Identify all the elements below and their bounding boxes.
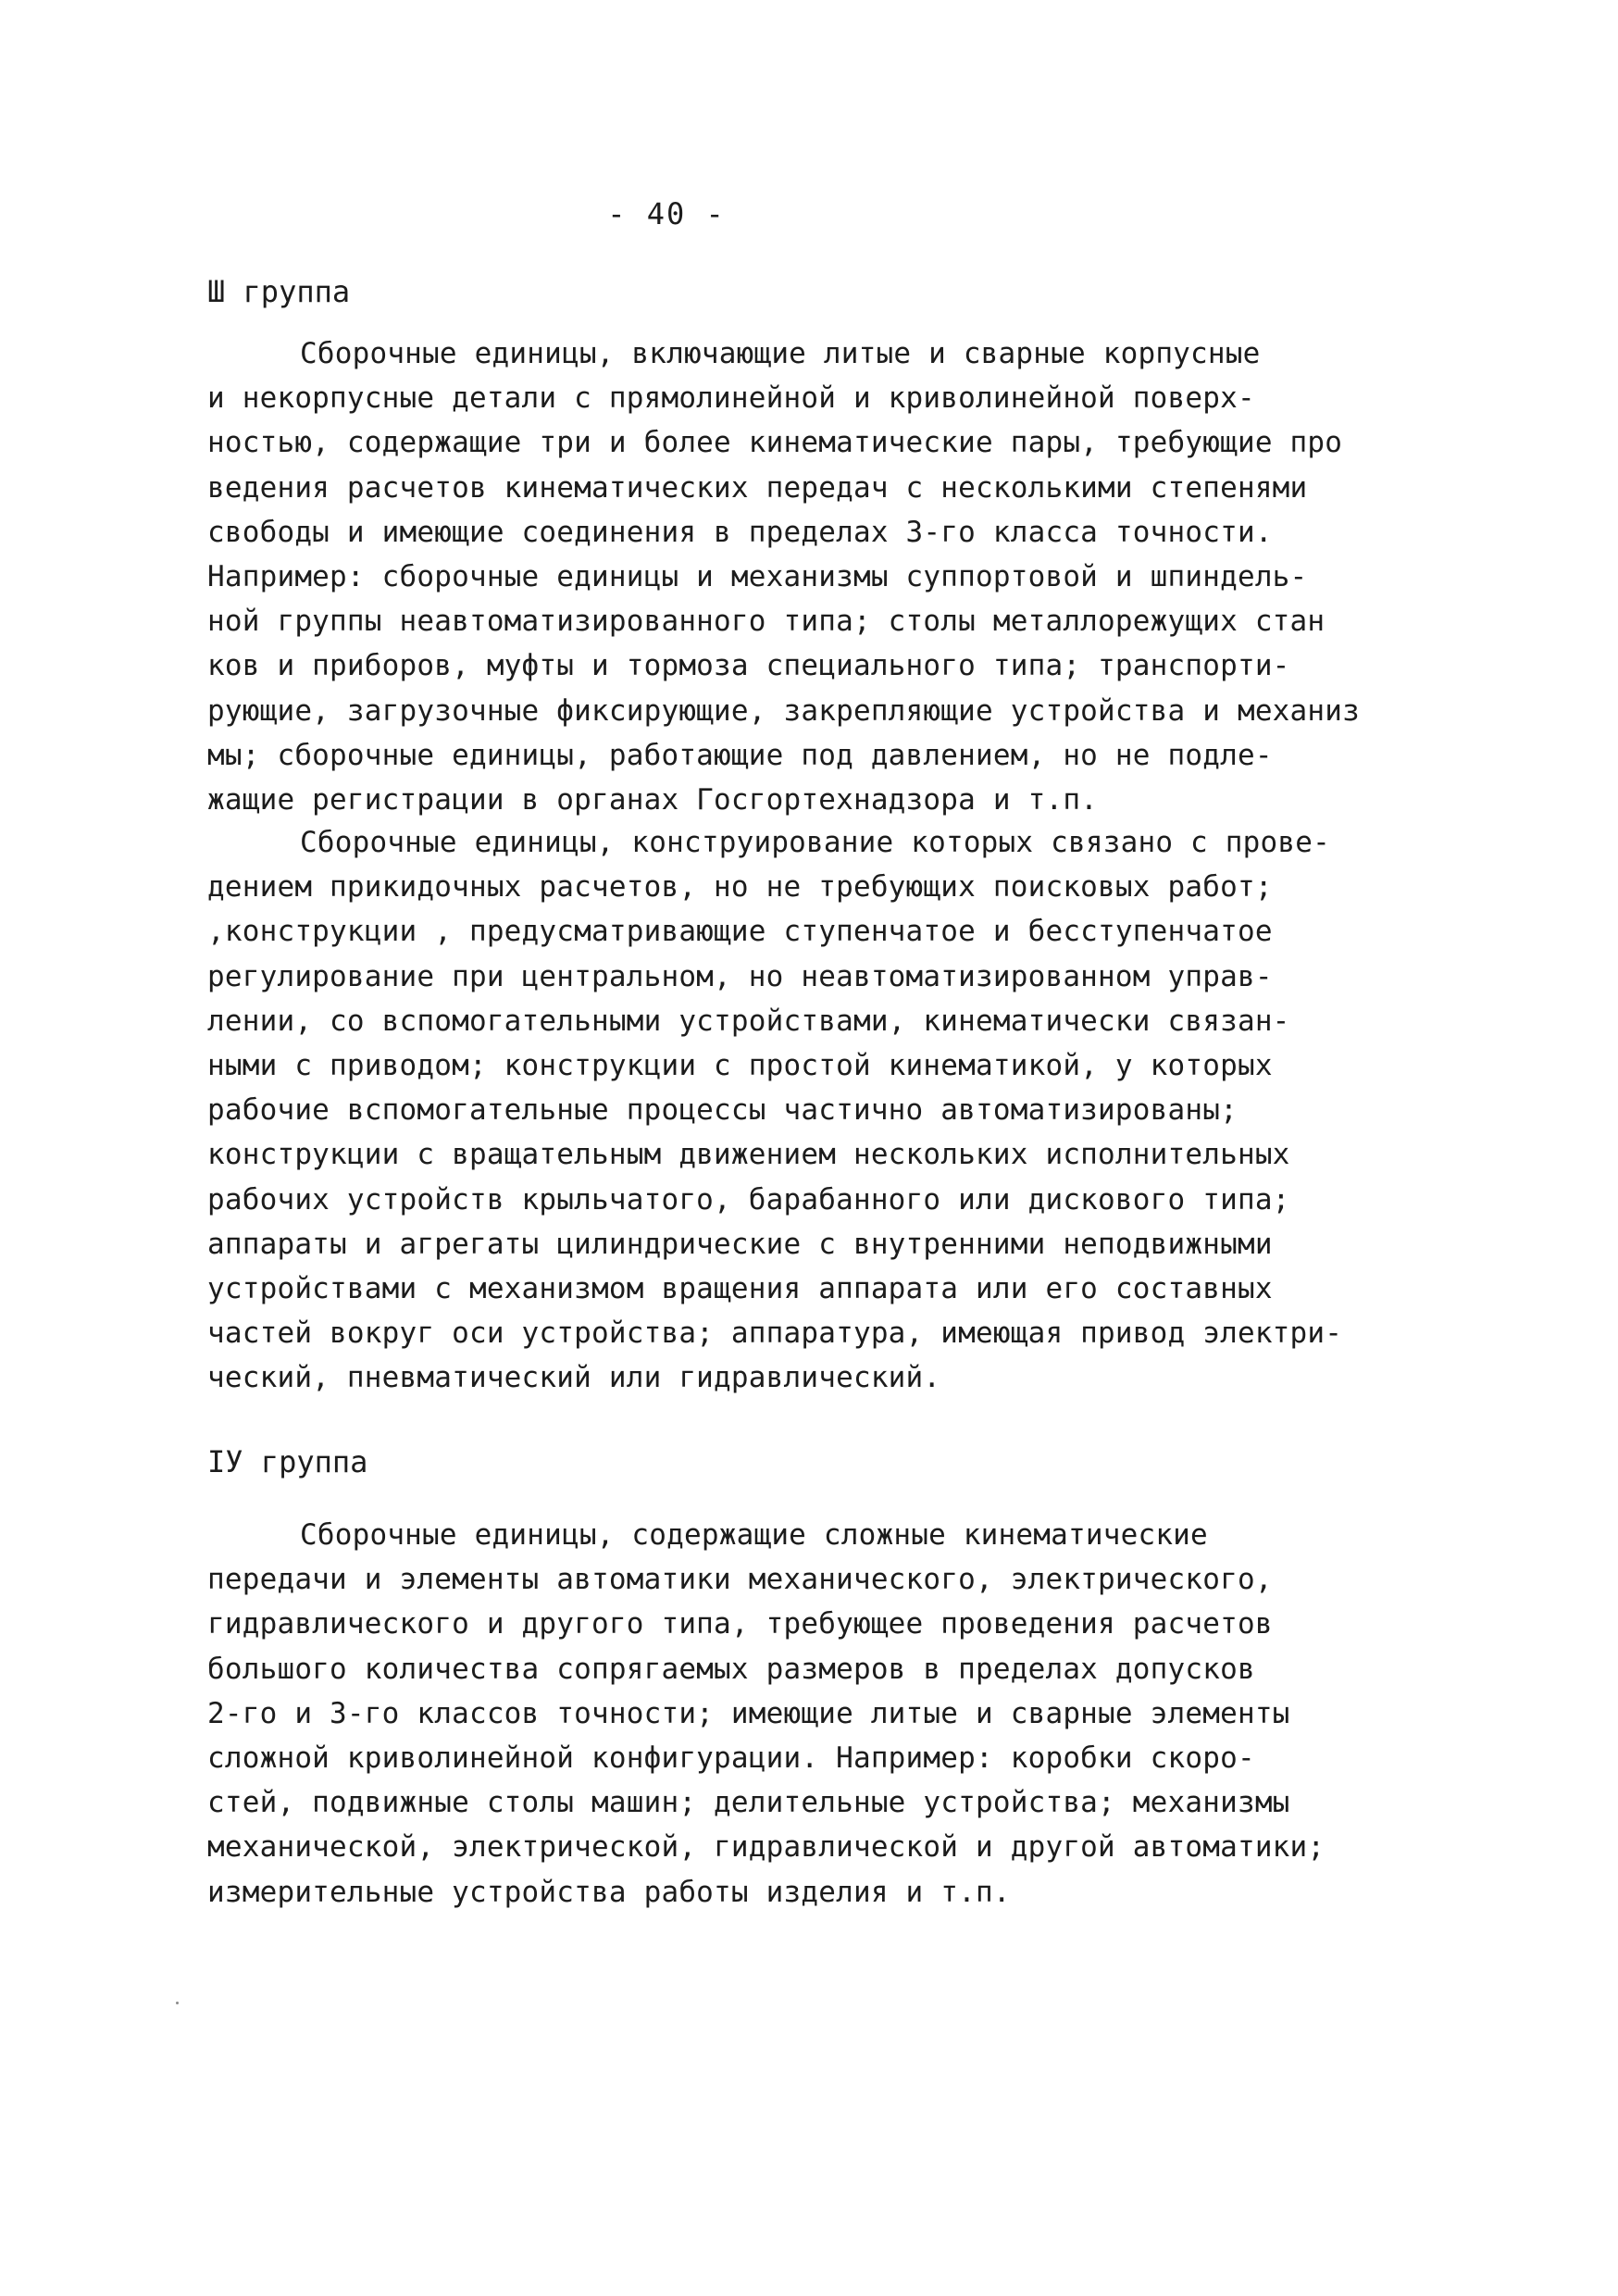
text-line: Сборочные единицы, конструирование которых связано с прове- [300, 826, 1330, 859]
text-line: передачи и элементы автоматики механического, электрического, [207, 1563, 1273, 1597]
text-line: рабочие вспомогательные процессы частично автоматизированы; [207, 1093, 1238, 1128]
text-line: рабочих устройств крыльчатого, барабанного или дискового типа; [207, 1182, 1290, 1217]
section-heading-group-3: Ш группа [207, 274, 351, 309]
text-line: ческий, пневматический или гидравлический. [207, 1361, 941, 1395]
text-line: дением прикидочных расчетов, но не требующих поисковых работ; [207, 870, 1273, 905]
text-line: регулирование при центральном, но неавтоматизированном управ- [207, 959, 1273, 993]
text-line: ков и приборов, муфты и тормоза специального типа; транспорти- [207, 649, 1290, 683]
text-line: 2-го и 3-го классов точности; имеющие литые и сварные элементы [207, 1696, 1290, 1730]
text-line: ведения расчетов кинематических передач с несколькими степенями [207, 470, 1308, 505]
text-line: Сборочные единицы, включающие литые и сварные корпусные [300, 337, 1261, 370]
paragraph-group-4 [207, 1513, 1401, 1915]
text-line: ,конструкции , предусматривающие ступенчатое и бесступенчатое [207, 915, 1273, 949]
text-line: устройствами с механизмом вращения аппарата или его составных [207, 1271, 1273, 1305]
text-line: аппараты и агрегаты цилиндрические с внутренними неподвижными [207, 1227, 1273, 1261]
text-line: и некорпусные детали с прямолинейной и криволинейной поверх- [207, 381, 1255, 416]
text-line: измерительные устройства работы изделия и т.п. [207, 1875, 1011, 1909]
section-heading-group-4: IУ группа [207, 1444, 368, 1479]
text-line: гидравлического и другого типа, требующее проведения расчетов [207, 1607, 1273, 1641]
text-line: рующие, загрузочные фиксирующие, закрепляющие устройства и механиз [207, 693, 1360, 728]
text-line: механической, электрической, гидравлической и другой автоматики; [207, 1830, 1326, 1865]
paragraph-group-3-second [207, 820, 1401, 1400]
text-line: конструкции с вращательным движением нескольких исполнительных [207, 1138, 1290, 1172]
paragraph-group-3-first [207, 331, 1401, 822]
text-line: ной группы неавтоматизированного типа; столы металлорежущих стан [207, 605, 1326, 639]
text-line: жащие регистрации в органах Госгортехнадзора и т.п. [207, 782, 1099, 817]
text-line: свободы и имеющие соединения в пределах 3-го класса точности. [207, 515, 1273, 549]
scan-speck [176, 2002, 179, 2004]
text-line: сложной криволинейной конфигурации. Например: коробки скоро- [207, 1741, 1255, 1775]
page-number: - 40 - [607, 196, 726, 231]
text-line: частей вокруг оси устройства; аппаратура, имеющая привод электри- [207, 1316, 1343, 1351]
text-line: ностью, содержащие три и более кинематические пары, требующие про [207, 426, 1343, 460]
text-line: большого количества сопрягаемых размеров в пределах допусков [207, 1652, 1255, 1686]
text-line: лении, со вспомогательными устройствами, кинематически связан- [207, 1004, 1290, 1038]
text-line: Например: сборочные единицы и механизмы суппортовой и шпиндель- [207, 559, 1308, 593]
text-line: ными с приводом; конструкции с простой кинематикой, у которых [207, 1048, 1273, 1082]
text-line: стей, подвижные столы машин; делительные устройства; механизмы [207, 1786, 1290, 1820]
text-line: Сборочные единицы, содержащие сложные кинематические [300, 1518, 1208, 1552]
text-line: мы; сборочные единицы, работающие под давлением, но не подле- [207, 738, 1273, 772]
